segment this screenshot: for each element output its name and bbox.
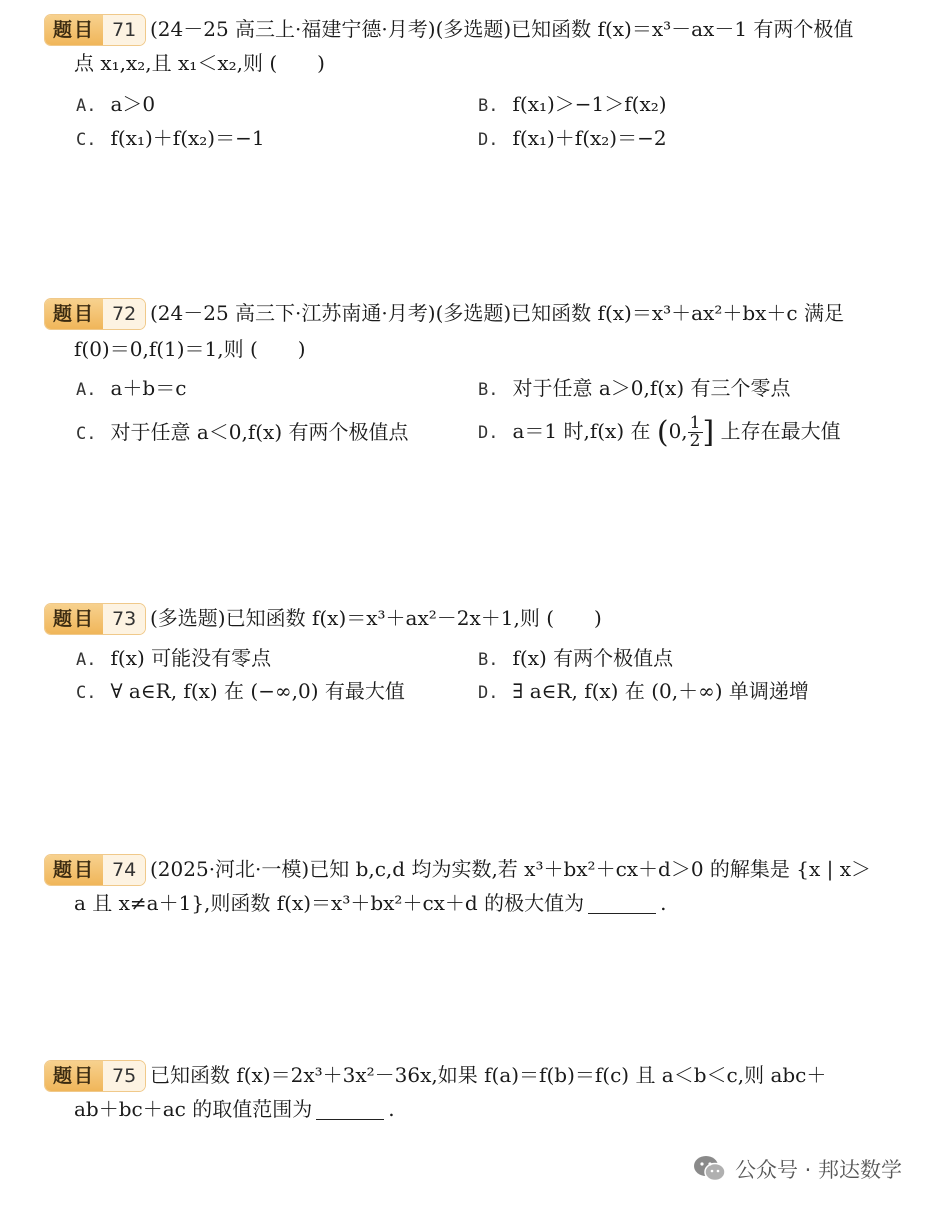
watermark-text: 公众号 · 邦达数学 [734, 1158, 902, 1182]
question-stem-line1: 已知函数 f(x)＝2x³＋3x²－36x,如果 f(a)＝f(b)＝f(c) 且 a＜b＜c,则 abc＋ [150, 1063, 827, 1087]
question-tag [44, 603, 146, 635]
question-stem-line1: (24－25 高三上·福建宁德·月考)(多选题)已知函数 f(x)＝x³－ax－1 有两个极值 [150, 17, 854, 41]
option-b: B. 对于任意 a＞0,f(x) 有三个零点 [478, 376, 791, 400]
question-stem-line2: f(0)＝0,f(1)＝1,则 ( ) [74, 337, 306, 361]
question-stem-line1: (多选题)已知函数 f(x)＝x³＋ax²－2x＋1,则 ( ) [150, 606, 602, 630]
question-tag [44, 854, 146, 886]
tag-number: 71 [103, 15, 145, 45]
option-c: C. 对于任意 a＜0,f(x) 有两个极值点 [76, 420, 409, 444]
option-a: A. a＋b＝c [76, 376, 187, 400]
question-stem-line2: 点 x₁,x₂,且 x₁＜x₂,则 ( ) [74, 51, 325, 75]
question-tag [44, 14, 146, 46]
tag-label: 题目 [45, 855, 103, 885]
tag-label: 题目 [45, 15, 103, 45]
option-d: D. ∃ a∈R, f(x) 在 (0,＋∞) 单调递增 [478, 679, 809, 703]
option-c: C. f(x₁)＋f(x₂)＝−1 [76, 126, 265, 150]
tag-number: 74 [103, 855, 145, 885]
tag-label: 题目 [45, 604, 103, 634]
watermark [693, 1154, 902, 1184]
wechat-icon [693, 1155, 727, 1183]
question-tag [44, 1060, 146, 1092]
tag-label: 题目 [45, 1061, 103, 1091]
option-d: D. a＝1 时,f(x) 在 (0, $\frac{1}{2}$ ] 上存在最大值 [478, 413, 841, 451]
question-stem-line1: (24－25 高三下·江苏南通·月考)(多选题)已知函数 f(x)＝x³＋ax²＋bx＋c 满足 [150, 301, 844, 325]
answer-blank[interactable] [316, 1099, 384, 1120]
fraction: $\frac{1}{2}$ [689, 413, 701, 451]
option-a: A. f(x) 可能没有零点 [76, 646, 272, 670]
option-a: A. a＞0 [76, 92, 156, 116]
answer-blank[interactable] [588, 893, 656, 914]
question-stem-line1: (2025·河北·一模)已知 b,c,d 均为实数,若 x³＋bx²＋cx＋d＞0 的解集是 {x | x＞ [150, 857, 872, 881]
tag-number: 73 [103, 604, 145, 634]
option-c: C. ∀ a∈R, f(x) 在 (−∞,0) 有最大值 [76, 679, 405, 703]
option-b: B. f(x) 有两个极值点 [478, 646, 674, 670]
tag-number: 72 [103, 299, 145, 329]
question-stem-line2: ab＋bc＋ac 的取值范围为 . [74, 1097, 395, 1121]
question-stem-line2: a 且 x≠a＋1},则函数 f(x)＝x³＋bx²＋cx＋d 的极大值为 . [74, 891, 667, 915]
option-b: B. f(x₁)＞−1＞f(x₂) [478, 92, 667, 116]
tag-label: 题目 [45, 299, 103, 329]
question-tag [44, 298, 146, 330]
tag-number: 75 [103, 1061, 145, 1091]
option-d: D. f(x₁)＋f(x₂)＝−2 [478, 126, 667, 150]
